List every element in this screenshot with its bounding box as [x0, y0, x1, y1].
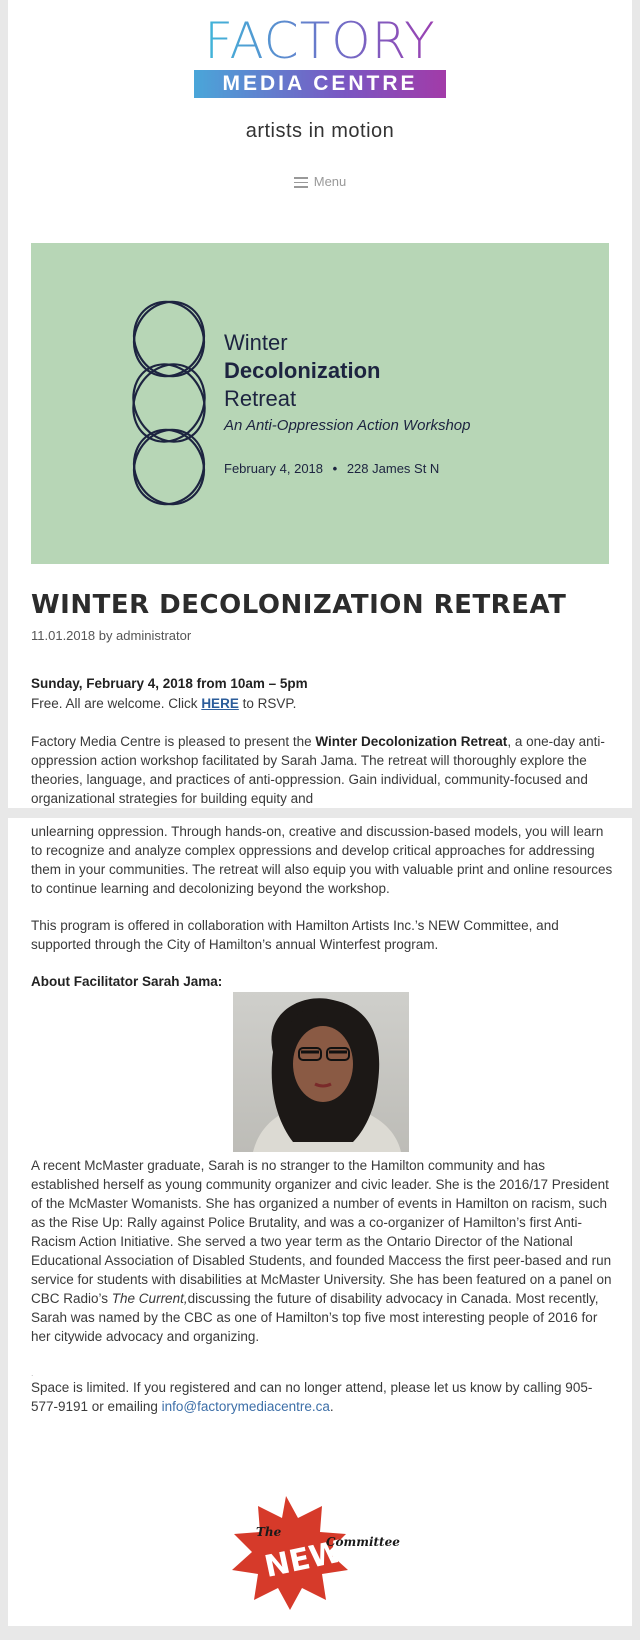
- banner-date-location: [224, 461, 471, 476]
- banner-line-retreat: Retreat: [224, 386, 297, 411]
- space-limited-text: Space is limited. If you registered and can no longer attend, please let us know by calling 905-577-9191 or emailing: [31, 1380, 593, 1414]
- site-logo[interactable]: [8, 12, 632, 98]
- page-bottom: [8, 818, 632, 1626]
- bio-text-before: A recent McMaster graduate, Sarah is no stranger to the Hamilton community and has established herself as young community organizer and civic leader. She is the 2016/17 President of the McMaster Womanists. She has organized a number of events in Hamilton on racism, such as the Rise Up: Rally against Police Brutality, and was a co-organizer of Hamilton’s first Anti-Racism Action Initiative. She served a two year term as the Ontario Director of the National Educational Association of Disabled Students, and founded Maccess the first peer-based and run service for students with disabilities at McMaster University. She has been featured on a panel on CBC Radio’s: [31, 1158, 612, 1306]
- bio-show-name: The Current,: [111, 1291, 188, 1306]
- event-banner-image: [31, 243, 609, 564]
- new-committee-logo: [226, 1494, 406, 1617]
- bio-paragraph: [31, 1156, 613, 1346]
- facilitator-heading-text: About Facilitator Sarah Jama:: [31, 974, 223, 989]
- intro-continued-paragraph: unlearning oppression. Through hands-on, creative and discussion-based models, you will learn to recognize and analyze complex oppressions and develop critical approaches for addressing them in your communities. The retreat will also equip you with valuable print and online resources to continue learning and decolonizing beyond the workshop.: [31, 824, 613, 896]
- intro-text-after: , a one-day anti-oppression action workshop facilitated by Sarah Jama. The retreat will thoroughly explore the theories, language, and practices of anti-oppression. Gain individual, community-focused and organizational strategies for building equity and: [31, 734, 605, 806]
- event-date: Sunday, February 4, 2018 from 10am – 5pm: [31, 676, 308, 691]
- menu-toggle-button[interactable]: [8, 174, 632, 191]
- rsvp-here-link[interactable]: HERE: [201, 696, 239, 711]
- site-tagline: artists in motion: [245, 120, 395, 142]
- page-top: [8, 0, 632, 808]
- sarah-jama-photo: [233, 992, 409, 1152]
- banner-line-decolonization: Decolonization: [224, 358, 381, 383]
- stray-dot: .: [31, 1368, 34, 1378]
- intro-paragraph: [31, 732, 613, 808]
- email-link[interactable]: info@factorymediacentre.ca: [161, 1399, 330, 1414]
- banner-location: 228 James St N: [346, 461, 440, 476]
- facilitator-heading: [31, 972, 613, 991]
- knot-pattern-icon: [131, 299, 207, 507]
- post-title: WINTER DECOLONIZATION RETREAT: [31, 590, 567, 620]
- rsvp-text-before: Free. All are welcome. Click: [31, 696, 202, 711]
- intro-bold-title: Winter Decolonization Retreat: [315, 734, 508, 749]
- banner-date: February 4, 2018: [224, 461, 324, 476]
- banner-subtitle: An Anti-Oppression Action Workshop: [224, 417, 471, 434]
- event-date-line: [31, 674, 613, 693]
- banner-line-winter: Winter: [224, 330, 288, 355]
- collaboration-paragraph: This program is offered in collaboration with Hamilton Artists Inc.’s NEW Committee, and supported through the City of Hamilton’s annual Winterfest program.: [31, 918, 559, 952]
- new-logo-the: The: [256, 1525, 282, 1539]
- rsvp-line: [31, 694, 613, 713]
- logo-media-centre-text: MEDIA CENTRE: [194, 70, 446, 98]
- bio-text-after: discussing the future of disability advocacy in Canada. Most recently, Sarah was named by the CBC as one of Hamilton’s top five most interesting people of 2016 for her citywide advocacy and organizing.: [31, 1291, 599, 1344]
- menu-label: Menu: [313, 174, 347, 189]
- rsvp-text-after: to RSVP.: [238, 696, 297, 711]
- new-logo-new: NEW: [261, 1534, 346, 1585]
- intro-text-before: Factory Media Centre is pleased to present the: [31, 734, 316, 749]
- space-limited-end: .: [329, 1399, 334, 1414]
- banner-bullet: •: [332, 461, 338, 476]
- logo-factory-text: FACTORY: [204, 12, 436, 70]
- hamburger-icon: [294, 174, 308, 191]
- space-limited-paragraph: [31, 1378, 613, 1416]
- new-logo-committee: Committee: [326, 1535, 400, 1549]
- post-meta: 11.01.2018 by administrator: [31, 628, 192, 643]
- portrait-illustration-icon: [233, 992, 409, 1152]
